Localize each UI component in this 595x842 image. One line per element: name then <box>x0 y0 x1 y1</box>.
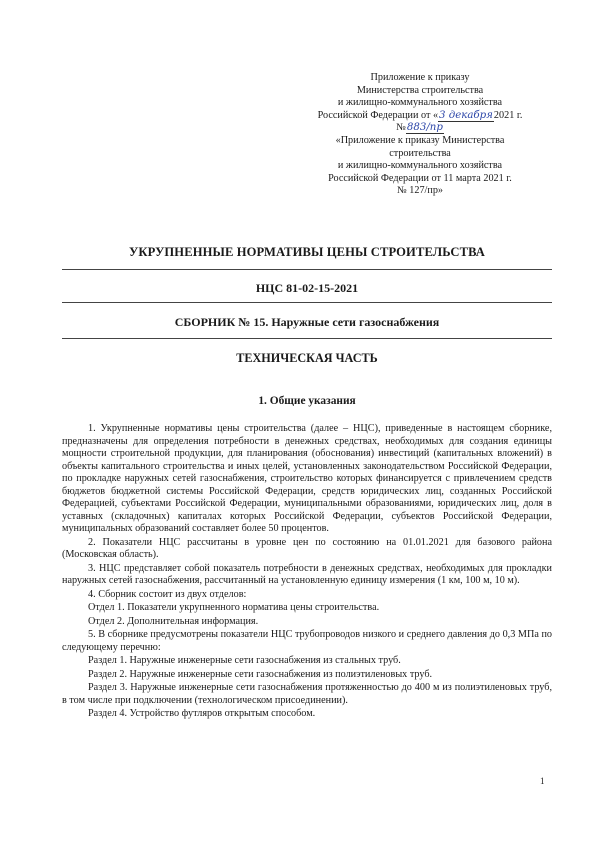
approval-line-8: и жилищно-коммунального хозяйства <box>337 160 503 172</box>
approval-line-10: № 127/пр» <box>396 185 444 197</box>
approval-date-prefix: Российской Федерации от « <box>317 109 439 121</box>
approval-line-9: Российской Федерации от 11 марта 2021 г. <box>328 172 512 184</box>
handwritten-order-number: 883/пр <box>406 122 443 134</box>
list-item-section-1: Отдел 1. Показатели укрупненного норматива цены строительства. <box>88 602 380 613</box>
approval-line-2: Министерства строительства <box>356 84 484 96</box>
approval-line-7: строительства <box>389 147 451 159</box>
section-heading: 1. Общие указания <box>258 395 356 407</box>
paragraph-2: 2. Показатели НЦС рассчитаны в уровне цен по состоянию на 01.01.2021 для базового района (Московская область). <box>62 536 552 560</box>
paragraph-5: 5. В сборнике предусмотрены показатели НЦС трубопроводов низкого и среднего давления до 0,3 МПа по следующему перечню: <box>62 629 552 653</box>
paragraph-1: 1. Укрупненные нормативы цены строительства (далее – НЦС), приведенные в настоящем сборнике, предназначены для определения потребности в денежных средствах, необходимых для создания единицы мощности строительной продукции, для планирования (обоснования) инвестиций (капитальных вложений) в объекты капитального строительства и иных целей, установленных законодательством Российской Федерации, по прокладке наружных сетей газоснабжения, строительство которых финансируется с привлечением средств бюджетов бюджетной системы Российской Федерации, средств юридических лиц, созданных Российской Федерацией, субъектами Российской Федерации, муниципальными образованиями, юридических лиц, доля в уставных (складочных) капиталах которых Российской Федерации, субъектов Российской Федерации, муниципальных образований составляет более 50 процентов. <box>62 423 552 534</box>
paragraph-3: 3. НЦС представляет собой показатель потребности в денежных средствах, необходимых для прокладки наружных сетей газоснабжения, рассчитанный на установленную единицу измерения (1 км, 100 м, 10 м). <box>62 562 552 586</box>
title-divider <box>62 269 552 270</box>
technical-part-heading: ТЕХНИЧЕСКАЯ ЧАСТЬ <box>236 351 378 365</box>
approval-line-3: и жилищно-коммунального хозяйства <box>337 97 503 109</box>
code-divider <box>62 302 552 303</box>
list-item-part-4: Раздел 4. Устройство футляров открытым способом. <box>88 708 316 719</box>
approval-number-prefix: № <box>396 122 406 134</box>
approval-line-5 <box>300 122 540 135</box>
document-code: НЦС 81-02-15-2021 <box>255 281 359 295</box>
list-item-part-3: Раздел 3. Наружные инженерные сети газоснабжения протяженностью до 400 м из полиэтиленовых труб, в том числе при подключении (технологическом присоединении). <box>62 682 552 706</box>
approval-block <box>300 72 540 198</box>
approval-line-1: Приложение к приказу <box>370 72 470 83</box>
list-item-part-1: Раздел 1. Наружные инженерные сети газоснабжения из стальных труб. <box>88 655 401 666</box>
handwritten-date: 3 декабря <box>439 109 493 121</box>
collection-divider <box>62 338 552 339</box>
page-number: 1 <box>540 776 545 786</box>
document-body <box>62 423 552 722</box>
list-item-part-2: Раздел 2. Наружные инженерные сети газоснабжения из полиэтиленовых труб. <box>88 668 433 680</box>
document-title: УКРУПНЕННЫЕ НОРМАТИВЫ ЦЕНЫ СТРОИТЕЛЬСТВА <box>129 245 485 259</box>
collection-title: СБОРНИК № 15. Наружные сети газоснабжения <box>174 315 440 329</box>
list-item-section-2: Отдел 2. Дополнительная информация. <box>88 615 259 627</box>
approval-date-suffix: 2021 г. <box>493 109 523 121</box>
approval-line-6: «Приложение к приказу Министерства <box>335 134 505 146</box>
approval-line-4 <box>300 110 540 123</box>
paragraph-4: 4. Сборник состоит из двух отделов: <box>88 588 247 600</box>
